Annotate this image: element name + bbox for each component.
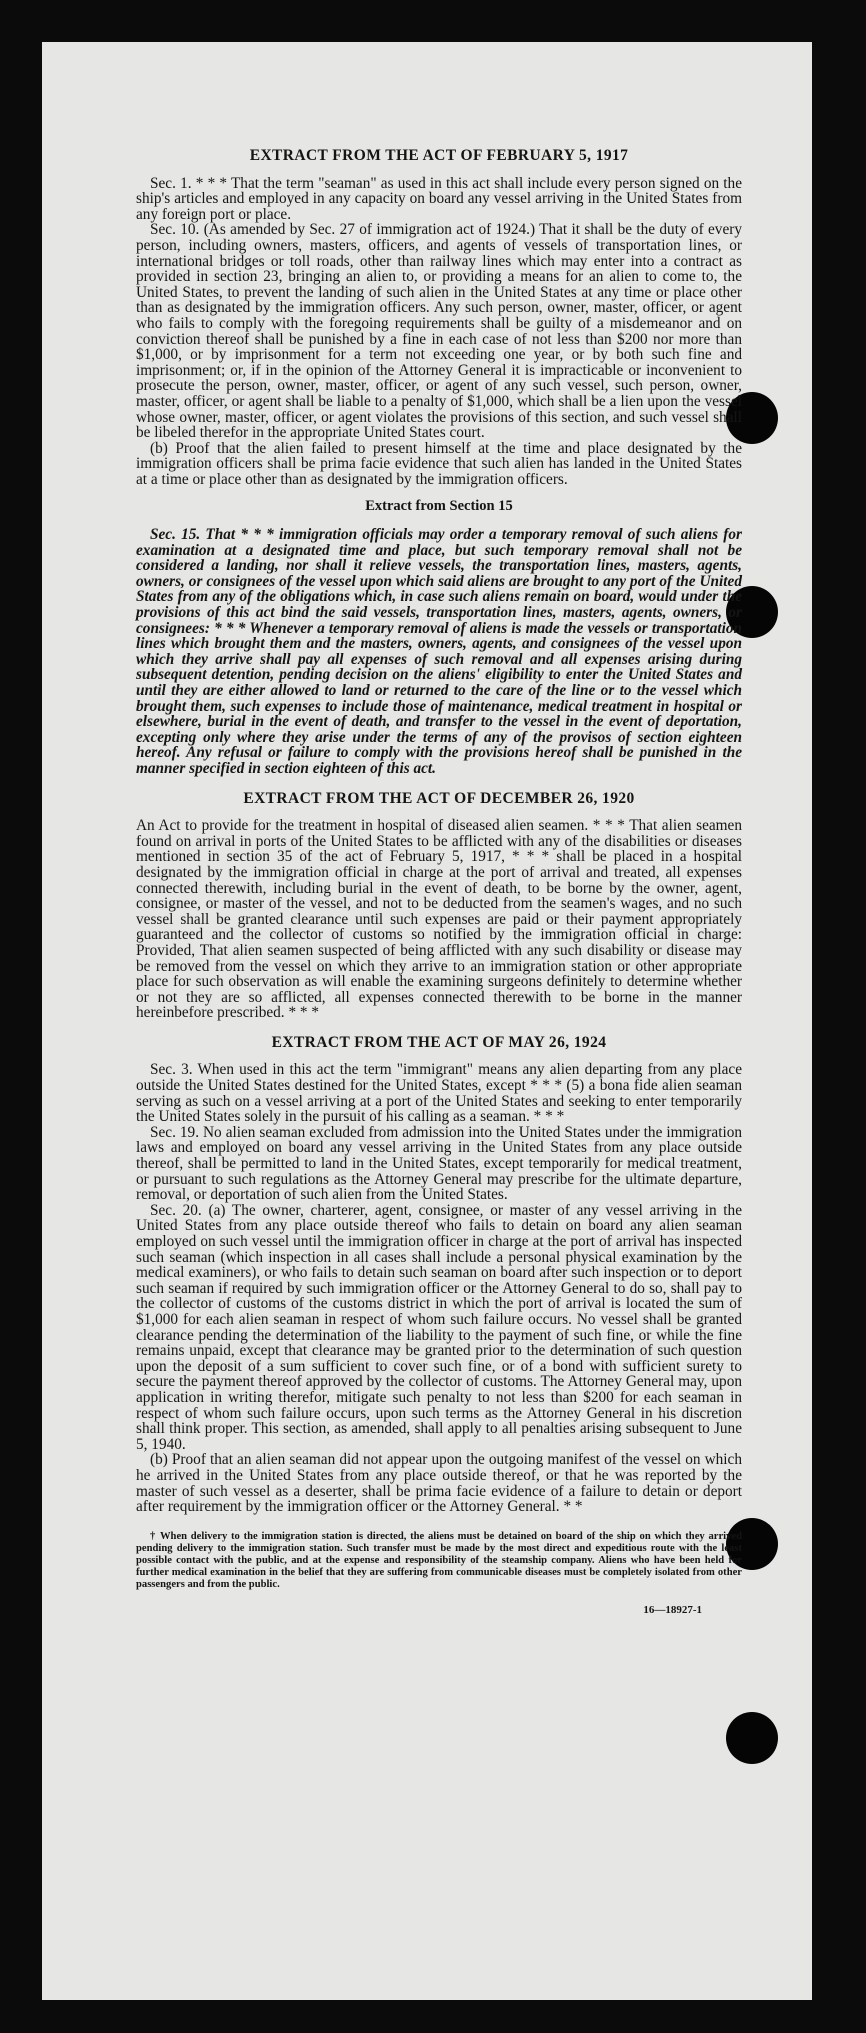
- sec-19-paragraph: Sec. 19. No alien seaman excluded from admission into the United States under the immigration laws and employed on board any vessel arriving in the United States from any place outside thereof, shall be permitted to land in the United States, except temporarily for medical treatment, or pursuant to such regulations as the Attorney General may prescribe for the ultimate departure, removal, or deportation of such alien from the United States.: [136, 1123, 742, 1204]
- sec-20a-paragraph: Sec. 20. (a) The owner, charterer, agent, consignee, or master of any vessel arriving in the United States from any place outside thereof who fails to detain on board any alien seaman employed on such vessel until the immigration officer in charge at the port of arrival has inspected such seaman (which inspection in all cases shall include a personal physical examination by the medical examiners), or who fails to detain such seaman on board after such inspection or to deport such seaman if required by such immigration officer or the Attorney General to do so, shall pay to the collector of customs of the customs district in which the port of arrival is located the sum of $1,000 for each alien seaman in respect of whom such failure occurs. No vessel shall be granted clearance pending the determination of the liability to the payment of such fine, or while the fine remains unpaid, except that clearance may be granted prior to the determination of such question upon the deposit of a sum sufficient to cover such fine, or of a bond with sufficient surety to secure the payment thereof approved by the collector of customs. The Attorney General may, upon application in writing therefor, mitigate such penalty to not less than $200 for each seaman in respect of whom such failure occurs, upon such terms as the Attorney General in his discretion shall think proper. This section, as amended, shall apply to all penalties arising subsequent to June 5, 1940.: [136, 1201, 742, 1453]
- form-number: 16—18927-1: [643, 1603, 702, 1616]
- sec-1-paragraph: Sec. 1. * * * That the term "seaman" as used in this act shall include every person signed on the ship's articles and employed in any capacity on board any vessel arriving in the United States from any foreign port or place.: [136, 174, 742, 223]
- punch-hole-4: [726, 1712, 778, 1764]
- heading-act-1924: EXTRACT FROM THE ACT OF MAY 26, 1924: [271, 1033, 607, 1051]
- document-body: [136, 142, 742, 1618]
- sec-15-paragraph: Sec. 15. That * * * immigration officials may order a temporary removal of such aliens for examination at a designated time and place, but such temporary removal shall not be considered a landing, nor shall it relieve vessels, the transportation lines, masters, agents, owners, or consignees of the vessel upon which said aliens are brought to any port of the United States from any of the obligations which, in case such aliens remain on board, would under the provisions of this act bind the said vessels, transportation lines, masters, agents, owners, or consignees: * * * Whenever a temporary removal of aliens is made the vessels or transportation lines which brought them and the masters, owners, agents, and consignees of the vessel upon which they arrive shall pay all expenses of such removal and all expenses arising during subsequent detention, pending decision on the aliens' eligibility to enter the United States and until they are either allowed to land or returned to the care of the line or to the vessel which brought them, such expenses to include those of maintenance, medical treatment in hospital or elsewhere, burial in the event of death, and transfer to the vessel in the event of deportation, excepting only where they arise under the terms of any of the provisos of section eighteen hereof. Any refusal or failure to comply with the provisions hereof shall be punished in the manner specified in section eighteen of this act.: [136, 526, 742, 777]
- act-1920-paragraph: An Act to provide for the treatment in hospital of diseased alien seamen. * * * That alien seamen found on arrival in ports of the United States to be afflicted with any of the disabilities or diseases mentioned in section 35 of the act of February 5, 1917, * * * shall be placed in a hospital designated by the immigration official in charge at the port of arrival and treated, all expenses connected therewith, including burial in the event of death, to be borne by the owner, agent, consignee, or master of the vessel, and not to be deducted from the seamen's wages, and no such vessel shall be granted clearance until such expenses are paid or their payment appropriately guaranteed and the collector of customs so notified by the immigration official in charge: Provided, That alien seamen suspected of being afflicted with any such disability or disease may be removed from the vessel on which they arrive to an immigration station or other appropriate place for such observation as will enable the examining surgeons definitely to determine whether or not they are so afflicted, all expenses connected therewith to be borne in the manner hereinbefore prescribed. * * *: [136, 817, 742, 1022]
- footnote: † When delivery to the immigration station is directed, the aliens must be detained on board of the ship on which they arrived pending delivery to the immigration station. Such transfer must be made by the most direct and expeditious route with the least possible contact with the public, and at the expense and responsibility of the steamship company. Aliens who have been held for further medical examination in the belief that they are suffering from communicable diseases must be completely isolated from other passengers and from the public.: [136, 1530, 742, 1590]
- heading-act-1920: EXTRACT FROM THE ACT OF DECEMBER 26, 1920: [243, 789, 635, 807]
- sec-10-paragraph: Sec. 10. (As amended by Sec. 27 of immigration act of 1924.) That it shall be the duty of every person, including owners, masters, officers, and agents of vessels of transportation lines, or international bridges or toll roads, other than railway lines which may enter into a contract as provided in section 23, bringing an alien to, or providing a means for an alien to come to, the United States, to prevent the landing of such alien in the United States at any time or place other than as designated by the immigration officers. Any such person, owner, master, officer, or agent who fails to comply with the foregoing requirements shall be guilty of a misdemeanor and on conviction thereof shall be punished by a fine in each case of not less than $200 nor more than $1,000, or by imprisonment for a term not exceeding one year, or by both such fine and imprisonment; or, if in the opinion of the Attorney General it is impracticable or inconvenient to prosecute the person, owner, master, officer, or agent of any such vessel, such person, owner, master, officer, or agent shall be liable to a penalty of $1,000, which shall be a lien upon the vessel whose owner, master, officer, or agent violates the provisions of this section, and such vessel shall be libeled therefor in the appropriate United States court.: [136, 221, 742, 442]
- heading-act-1917: EXTRACT FROM THE ACT OF FEBRUARY 5, 1917: [249, 147, 629, 164]
- heading-section-15: Extract from Section 15: [365, 498, 513, 515]
- sec-20b-paragraph: (b) Proof that an alien seaman did not appear upon the outgoing manifest of the vessel on which he arrived in the United States from any place outside thereof, or that he was reported by the master of such vessel as a deserter, shall be prima facie evidence of a failure to detain or deport after requirement by the immigration officer or the Attorney General. * *: [136, 1451, 742, 1516]
- sec-3-paragraph: Sec. 3. When used in this act the term "immigrant" means any alien departing from any place outside the United States destined for the United States, except * * * (5) a bona fide alien seaman serving as such on a vessel arriving at a port of the United States and seeking to enter temporarily the United States solely in the pursuit of his calling as a seaman. * * *: [136, 1061, 742, 1126]
- sec-10b-paragraph: (b) Proof that the alien failed to present himself at the time and place designated by the immigration officers shall be prima facie evidence that such alien has landed in the United States at a time or place other than as designated by the immigration officers.: [136, 439, 742, 488]
- document-page: [42, 42, 812, 2000]
